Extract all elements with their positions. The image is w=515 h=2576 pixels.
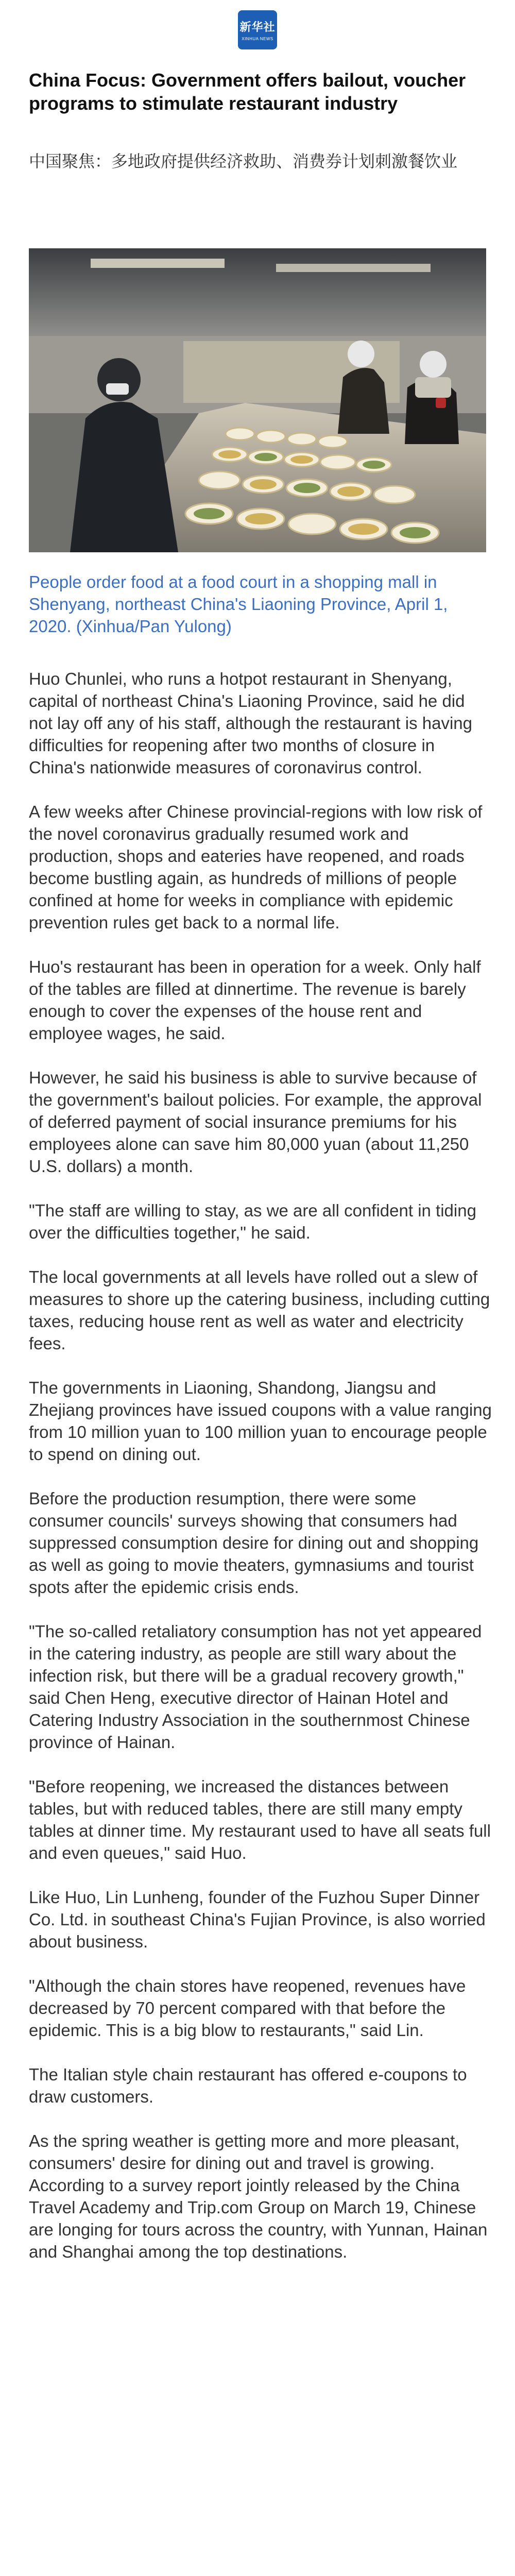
paragraph: Huo's restaurant has been in operation for a week. Only half of the tables are filled at dinnertime. The revenue is barely enough to cover the expenses of the house rent and employee wages, he said.	[29, 957, 481, 1043]
paragraph: The local governments at all levels have rolled out a slew of measures to shore up the catering business, including cutting taxes, reducing house rent as well as water and electricity fees.	[29, 1267, 490, 1353]
xinhua-logo	[238, 10, 277, 49]
article-title: China Focus: Government offers bailout, voucher programs to stimulate restaurant industry	[29, 70, 466, 114]
paragraph: Before the production resumption, there were some consumer councils' surveys showing that consumers had suppressed consumption desire for dining out and shopping as well as going to movie theaters, gymnasiums and tourist spots after the epidemic crisis ends.	[29, 1489, 479, 1597]
paragraph: "The so-called retaliatory consumption has not yet appeared in the catering industry, as people are still wary about the infection risk, but there will be a gradual recovery growth," said Chen Heng, executive director of Hainan Hotel and Catering Industry Association in the southernmost Chinese province of Hainan.	[29, 1622, 482, 1752]
paragraph: A few weeks after Chinese provincial-regions with low risk of the novel coronavirus gradually resumed work and production, shops and eateries have reopened, and roads become bustling again, as hundreds of millions of people confined at home for weeks in compliance with epidemic prevention rules get back to a normal life.	[29, 802, 483, 932]
food-court-photo	[29, 248, 486, 552]
photo-caption: People order food at a food court in a shopping mall in Shenyang, northeast China's Liaoning Province, April 1, 2020. (Xinhua/Pan Yulong)	[29, 572, 448, 636]
logo-text-cn: 新华社	[239, 21, 276, 33]
article-subtitle-cn: 中国聚焦：多地政府提供经济救助、消费券计划刺激餐饮业	[29, 151, 458, 171]
paragraph: Like Huo, Lin Lunheng, founder of the Fuzhou Super Dinner Co. Ltd. in southeast China's Fujian Province, is also worried about business.	[29, 1888, 486, 1951]
paragraph: "Before reopening, we increased the distances between tables, but with reduced tables, there are still many empty tables at dinner time. My restaurant used to have all seats full and even queues," said Huo.	[29, 1777, 491, 1862]
paragraph: However, he said his business is able to survive because of the government's bailout policies. For example, the approval of deferred payment of social insurance premiums for his employees alone can save him 80,000 yuan (about 11,250 U.S. dollars) a month.	[29, 1068, 482, 1176]
paragraph: "The staff are willing to stay, as we are all confident in tiding over the difficulties together," he said.	[29, 1201, 476, 1242]
paragraph: Huo Chunlei, who runs a hotpot restaurant in Shenyang, capital of northeast China's Liaoning Province, said he did not lay off any of his staff, although the restaurant is having difficulties for reopening after two months of closure in China's nationwide measures of coronavirus control.	[29, 669, 472, 777]
paragraph: The governments in Liaoning, Shandong, Jiangsu and Zhejiang provinces have issued coupons with a value ranging from 10 million yuan to 100 million yuan to encourage people to spend on dining out.	[29, 1378, 492, 1464]
logo-text-en: XINHUA NEWS	[242, 37, 273, 41]
paragraph: "Although the chain stores have reopened, revenues have decreased by 70 percent compared with that before the epidemic. This is a big blow to restaurants," said Lin.	[29, 1976, 466, 2040]
article-body	[29, 668, 492, 2285]
paragraph: As the spring weather is getting more and more pleasant, consumers' desire for dining out and travel is growing. According to a survey report jointly released by the China Travel Academy and Trip.com Group on March 19, Chinese are longing for tours across the country, with Yunnan, Hainan and Shanghai among the top destinations.	[29, 2131, 488, 2261]
paragraph: The Italian style chain restaurant has offered e-coupons to draw customers.	[29, 2065, 467, 2106]
